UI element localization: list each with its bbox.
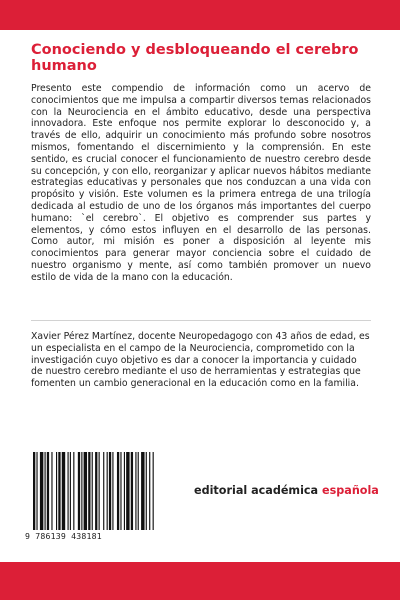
- barcode-bar: [58, 452, 60, 530]
- barcode-bar: [120, 452, 121, 530]
- publisher-name-accent: española: [322, 484, 379, 497]
- publisher-name: editorial académica: [194, 484, 319, 497]
- barcode-bar: [70, 452, 71, 530]
- bottom-color-band: [0, 562, 400, 600]
- section-divider: [31, 320, 371, 321]
- barcode-bar: [81, 452, 82, 530]
- book-title: Conociendo y desbloqueando el cerebro humano: [31, 42, 359, 74]
- barcode-bars: [25, 448, 185, 532]
- top-color-band: [0, 0, 400, 30]
- barcode-bar: [33, 452, 35, 530]
- barcode-bar: [36, 452, 37, 530]
- barcode-bar: [138, 452, 139, 530]
- barcode-digits: 9 786139 438181: [25, 531, 102, 541]
- barcode-bar: [62, 452, 65, 530]
- barcode-bar: [107, 452, 108, 530]
- barcode-bar: [84, 452, 87, 530]
- barcode-bar: [73, 452, 74, 530]
- barcode-bar: [112, 452, 113, 530]
- barcode-bar: [103, 452, 104, 530]
- barcode-bar: [95, 452, 97, 530]
- barcode-bar: [124, 452, 125, 530]
- barcode-bar: [51, 452, 52, 530]
- barcode-bar: [40, 452, 43, 530]
- barcode-bar: [135, 452, 136, 530]
- barcode-bar: [92, 452, 93, 530]
- barcode-bar: [109, 452, 111, 530]
- barcode-bar: [117, 452, 119, 530]
- book-description: Presento este compendio de información como un acervo de conocimientos que me impulsa a compartir diversos temas relacionados con la Neurociencia en el ámbito educativo, desde una perspectiva innovadora. Este enfoque nos permite explorar lo desconocido y, a través de ello, adquirir un conocimiento más profundo sobre nosotros mismos, fomentando el discernimiento y la comprensión. En este sentido, es crucial conocer el funcionamiento de nuestro cerebro desde su concepción, y con ello, reorganizar y aplicar nuevos hábitos mediante estrategias educativas y personales que nos conduzcan a una vida con propósito y visión. Este volumen es la primera entrega de una trilogía dedicada al estudio de uno de los órganos más importantes del cuerpo humano: `el cerebro`. El objetivo es comprender sus partes y elementos, y cómo estos influyen en el desarrollo de las personas. Como autor, mi misión es poner a disposición al leyente mis conocimientos para generar mayor conciencia sobre el cuidado de nuestro organismo y mente, así como también promover un nuevo estilo de vida de la mano con la educación.: [31, 83, 371, 283]
- barcode-bar: [68, 452, 69, 530]
- author-bio: Xavier Pérez Martínez, docente Neuropedagogo con 43 años de edad, es un especialista en el campo de la Neurociencia, comprometido con la investigación cuyo objetivo es dar a conocer la importancia y cuidado de nuestro cerebro mediante el uso de herramientas y estrategias que fomenten un cambio generacional en la educación como en la familia.: [31, 331, 370, 390]
- barcode-bar: [56, 452, 57, 530]
- barcode-bar: [146, 452, 147, 530]
- barcode: [25, 448, 185, 532]
- barcode-bar: [131, 452, 133, 530]
- barcode-bar: [153, 452, 154, 530]
- barcode-bar: [78, 452, 80, 530]
- barcode-bar: [88, 452, 90, 530]
- barcode-bar: [99, 452, 100, 530]
- barcode-bar: [45, 452, 46, 530]
- barcode-bar: [141, 452, 144, 530]
- barcode-bar: [47, 452, 49, 530]
- barcode-bar: [126, 452, 129, 530]
- publisher-logo: [194, 484, 384, 497]
- barcode-bar: [149, 452, 150, 530]
